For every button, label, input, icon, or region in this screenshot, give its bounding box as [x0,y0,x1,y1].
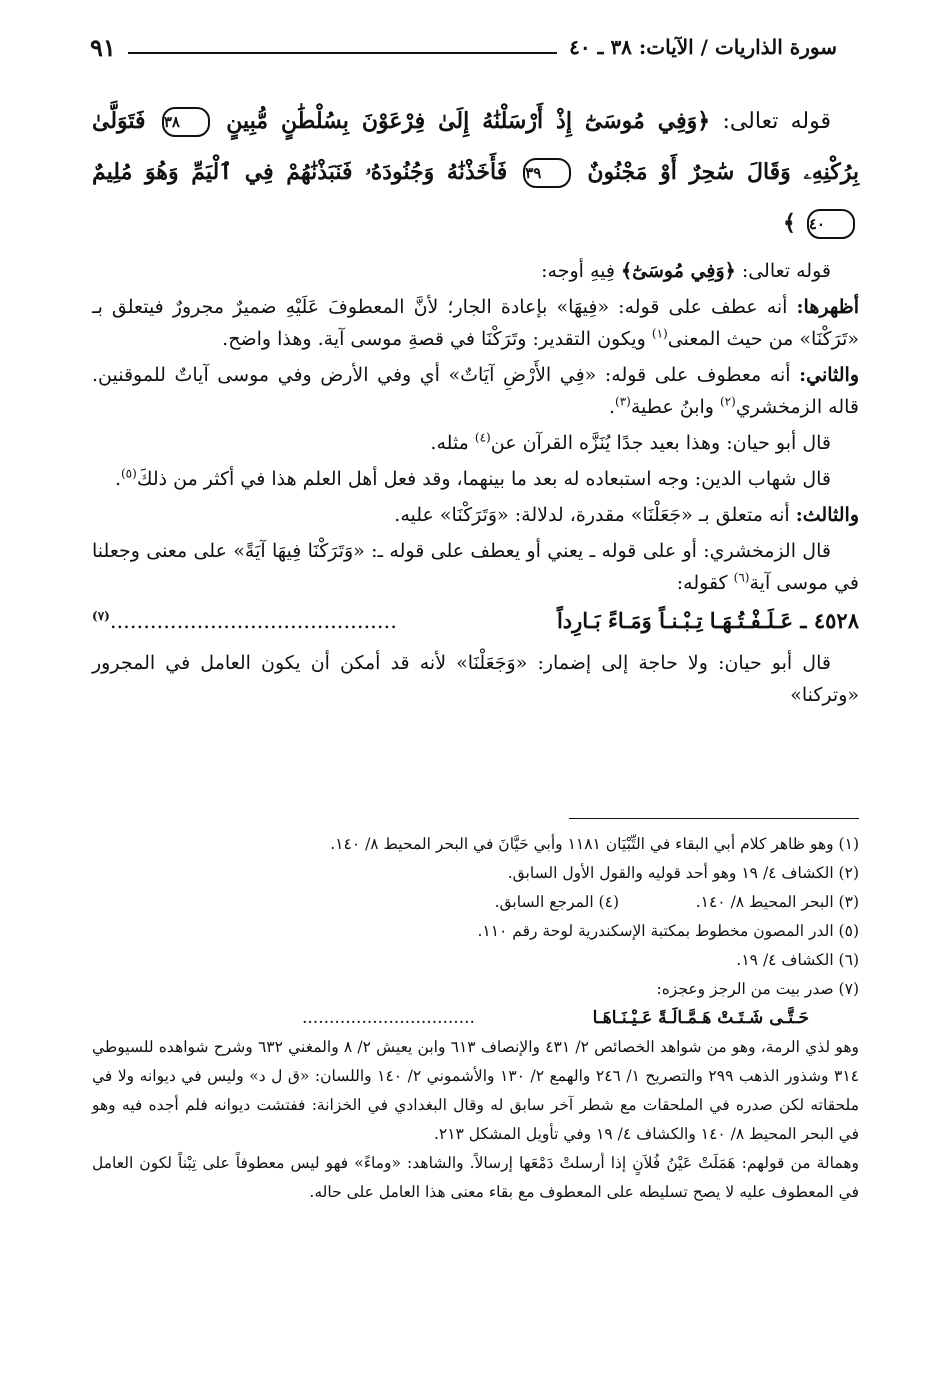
verse-part-39: فَتَوَلَّىٰ بِرُكْنِهِۦ وَقَالَ سَٰحِرٌ أَوْ مَجْنُونٌ [92,108,859,185]
poem-dots: ........................................... [109,609,397,633]
page-number: ٩١ [90,32,116,62]
p4-text-a: قال أبو حيان: وهذا بعيد جدًا يُنَزَّه القرآن عن [490,432,831,454]
footnotes [92,830,859,1207]
footnote-ref-1[interactable]: (١) [651,326,668,341]
p3-text-b: وابنُ عطية [630,396,714,418]
paragraph-6 [92,499,859,531]
footnote-7-explanation: وهمالة من قولهم: هَمَلَتْ عَيْنُ فُلاَنٍ إذا أرسلتْ دَمْعَها إرسالاً. والشاهد: «وماءً» فهو ليس معطوفاً على تِبْناً لكون العامل في المعطوف عليه لا يصح تسليطه على المعطوف مع بقاء معنى هذا العامل على حاله. [92,1154,859,1201]
paragraph-4 [92,427,859,459]
running-title: سورة الذاريات / الآيات: ٣٨ ـ ٤٠ [569,35,837,59]
paragraph-1 [92,255,859,287]
footnote-7: (٧) صدر بيت من الرجز وعجزه: [656,980,859,998]
header-rule [128,52,557,54]
page-header [90,30,837,64]
footnote-ref-6[interactable]: (٦) [733,570,750,585]
p2-text-a: أنه عطف على قوله: «فِيهَا» بإعادة الجار؛ لأنَّ المعطوفَ عَلَيْهِ ضميرٌ مجرورٌ فيتعلق بـ «تَرَكْنَا» من حيث المعنى [92,296,859,350]
ayah-number-38: ٣٨ [162,107,210,137]
p7-text-b: كقوله: [676,572,728,594]
footnote-ref-7[interactable]: (٧) [92,609,110,623]
poem-ellipsis [92,605,397,637]
footnote-4: (٤) المرجع السابق. [494,893,619,911]
poem-verse [557,605,859,637]
verse-lead: قوله تعالى: [722,109,831,134]
p5-text-b: . [114,468,121,490]
verse-part-38: ﴿وَفِي مُوسَىٰٓ إِذْ أَرْسَلْنَٰهُ إِلَىٰ فِرْعَوْنَ بِسُلْطَٰنٍ مُّبِينٍ [226,108,711,134]
p8-text-a: قال أبو حيان: ولا حاجة إلى إضمار: «وَجَعَلْنَا» لأنه قد أمكن أن يكون العامل في المجرور «وتركنا» [92,652,859,706]
footnote-6: (٦) الكشاف ٤/ ١٩. [736,951,859,969]
footnote-7-verse [92,1004,859,1033]
p1-quote: ﴿وَفِي مُوسَىٰٓ﴾ [621,260,736,282]
footnote-ref-4[interactable]: (٤) [474,430,491,445]
p1-text-c: فِيهِ أوجه: [541,260,615,282]
verse-part-40: فَأَخَذْنَٰهُ وَجُنُودَهُۥ فَنَبَذْنَٰهُمْ فِي ٱلْيَمِّ وَهُوَ مُلِيمٌ [92,159,508,185]
p5-text-a: قال شهاب الدين: وجه استبعاده له بعد ما بينهما، وقد فعل أهل العلم هذا في أكثر من ذلكَ [136,468,831,490]
p2-text-b: ويكون التقدير: وتَرَكْنَا في قصةِ موسى آية. وهذا واضح. [222,328,646,350]
p3-lead: والثاني: [799,364,860,386]
footnote-7-dots: ................................ [302,1008,475,1028]
paragraph-7 [92,535,859,599]
footnote-ref-2[interactable]: (٢) [719,394,736,409]
quran-verse-paragraph [92,96,859,249]
poem-number: ٤٥٢٨ ـ [800,608,859,633]
p7-text-a: قال الزمخشري: أو على قوله ـ يعني أو يعطف على قوله ـ: «وَتَرَكْنَا فِيهَا آيَةً» على معنى وجعلنا في موسى آية [92,540,859,594]
footnote-ref-3[interactable]: (٣) [615,394,631,409]
footnote-2: (٢) الكشاف ٤/ ١٩ وهو أحد قوليه والقول الأول السابق. [507,864,859,882]
p2-lead: أظهرها: [796,296,859,318]
paragraph-3 [92,359,859,423]
p4-text-b: مثله. [430,432,469,454]
p3-text-c: . [608,396,616,418]
paragraph-5 [92,463,859,495]
footnote-row-3-4 [92,888,859,917]
footnote-3: (٣) البحر المحيط ٨/ ١٤٠. [695,893,859,911]
footnote-5: (٥) الدر المصون مخطوط بمكتبة الإسكندرية لوحة رقم ١١٠. [477,922,859,940]
footnote-1: (١) وهو ظاهر كلام أبي البقاء في التِّبْيَان ١١٨١ وأبي حَيَّانَ في البحر المحيط ٨/ ١٤٠. [330,835,859,853]
p1-text-a: قوله تعالى: [741,260,831,282]
p3-text-a: أنه معطوف على قوله: «فِي الأَرْضِ آيَاتٌ» أي وفي الأرض وفي موسى آياتٌ للموقنين. قاله الزمخشري [92,364,859,418]
ayah-number-39: ٣٩ [523,158,571,188]
footnote-ref-5[interactable]: (٥) [120,466,137,481]
p6-lead: والثالث: [795,504,859,526]
footnote-divider [569,818,859,819]
main-text [92,96,859,715]
footnote-7-sources: وهو لذي الرمة، وهو من شواهد الخصائص ٢/ ٤٣١ والإنصاف ٦١٣ وابن يعيش ٢/ ٨ والمغني ٦٣٢ وشرح شواهده للسيوطي ٣١٤ وشذور الذهب ٢٩٩ والتصريح ١/ ٢٤٦ والهمع ٢/ ١٣٠ والأشموني ٢/ ١٤٠ واللسان: «ق ل د» وليس في ديوانه ولا في ملحقاته لكن صدره في الملحقات مع شطر آخر سابق له وقال البغدادي في الخزانة: ففتشت ديوانه فلم أجده فيه وهو في البحر المحيط ٨/ ١٤٠ والكشاف ٤/ ١٩ وفي تأويل المشكل ٢١٣. [92,1038,859,1143]
poem-line [92,605,859,637]
verse-close: ﴾ [782,210,796,236]
paragraph-2 [92,291,859,355]
ayah-number-40: ٤٠ [807,209,855,239]
poem-text: عَـلَـفْـتُـهَـا تِـبْـنـاً وَمَـاءً بَـارِداً [556,608,794,633]
p6-text-a: أنه متعلق بـ «جَعَلْنَا» مقدرة، لدلالة: «وَتَرَكْنَا» عليه. [394,504,790,526]
paragraph-8 [92,647,859,711]
footnote-7-hemistich: حَـتَّـى شَـتَـتْ هَـمَّـالَـةً عَـيْـنَـاهَـا [592,1008,809,1028]
